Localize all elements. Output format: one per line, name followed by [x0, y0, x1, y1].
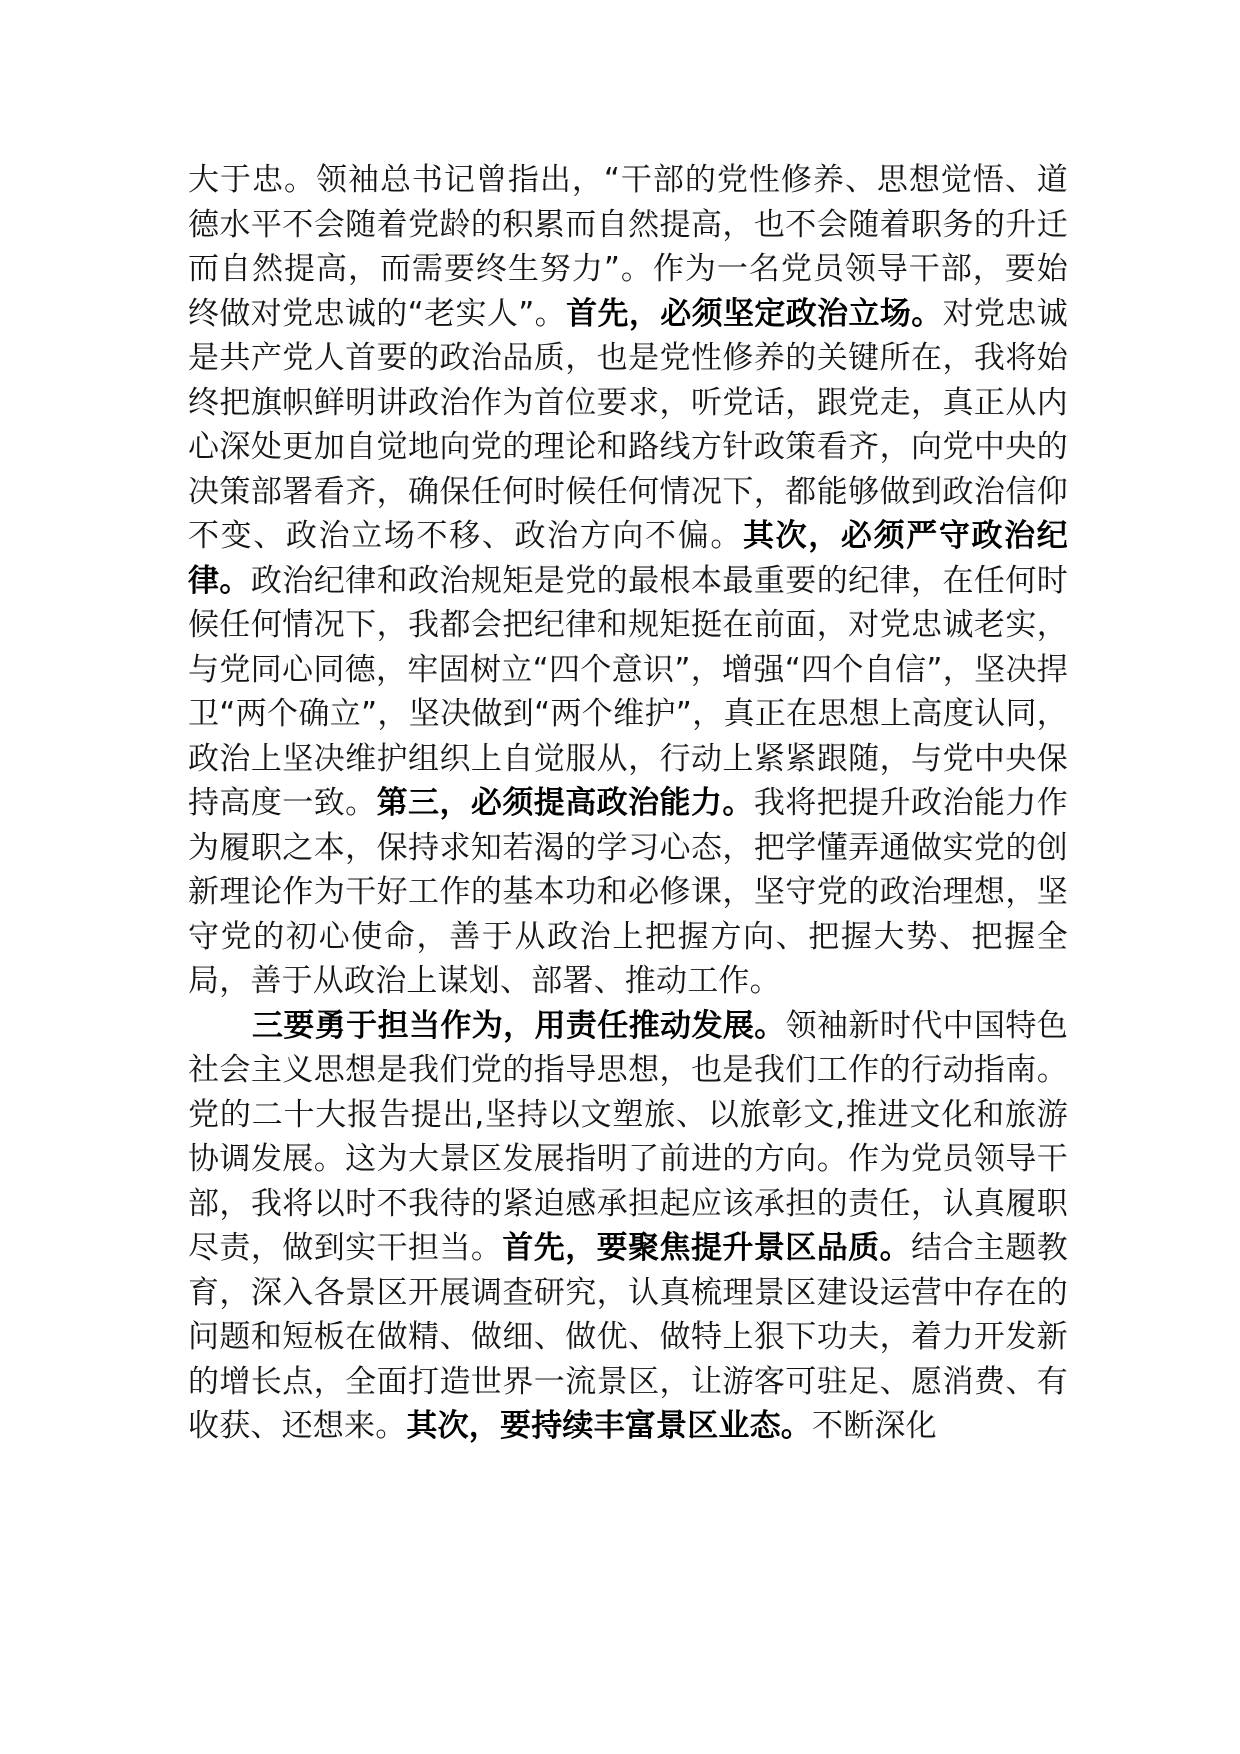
document-body — [188, 158, 1068, 1449]
text-run: 大于忠。领袖总书记曾指出，“干部的党性修养、思想觉悟、道德水平不会随着党龄的积累而自然提高，也不会随着职务的升迁而自然提高，而需要终生努力”。作为一名党员领导干部，要始终做对党忠诚的“老实人”。 — [188, 162, 1068, 332]
bold-heading-run: 其次，要持续丰富景区业态。 — [406, 1408, 813, 1444]
text-run: 结合主题教育，深入各景区开展调查研究，认真梳理景区建设运营中存在的问题和短板在做精、做细、做优、做特上狠下功夫，着力开发新的增长点，全面打造世界一流景区，让游客可驻足、愿消费、有收获、还想来。 — [188, 1230, 1069, 1444]
text-run: 不断深化 — [812, 1408, 937, 1444]
text-run: 领袖新时代中国特色社会主义思想是我们党的指导思想，也是我们工作的行动指南。党的二十大报告提出,坚持以文塑旅、以旅彰文,推进文化和旅游协调发展。这为大景区发展指明了前进的方向。作为党员领导干部，我将以时不我待的紧迫感承担起应该承担的责任，认真履职尽责，做到实干担当。 — [188, 1007, 1068, 1266]
paragraph-1 — [188, 158, 1068, 1004]
bold-heading-run: 首先，必须坚定政治立场。 — [566, 295, 943, 332]
bold-heading-run: 第三，必须提高政治能力。 — [376, 785, 754, 821]
bold-heading-run: 其次，必须严守政治纪律。 — [188, 518, 1068, 599]
text-run: 我将把提升政治能力作为履职之本，保持求知若渴的学习心态，把学懂弄通做实党的创新理论作为干好工作的基本功和必修课，坚守党的政治理想，坚守党的初心使命，善于从政治上把握方向、把握大势、把握全局，善于从政治上谋划、部署、推动工作。 — [188, 785, 1069, 999]
text-run: 政治纪律和政治规矩是党的最根本最重要的纪律，在任何时候任何情况下，我都会把纪律和规矩挺在前面，对党忠诚老实，与党同心同德，牢固树立“四个意识”，增强“四个自信”，坚决捍卫“两个确立”，坚决做到“两个维护”，真正在思想上高度认同，政治上坚决维护组织上自觉服从，行动上紧紧跟随，与党中央保持高度一致。 — [188, 562, 1068, 821]
bold-heading-run: 首先，要聚焦提升景区品质。 — [502, 1230, 912, 1266]
text-run: 对党忠诚是共产党人首要的政治品质，也是党性修养的关键所在，我将始终把旗帜鲜明讲政治作为首位要求，听党话，跟党走，真正从内心深处更加自觉地向党的理论和路线方针政策看齐，向党中央的决策部署看齐，确保任何时候任何情况下，都能够做到政治信仰不变、政治立场不移、政治方向不偏。 — [188, 295, 1068, 554]
bold-heading-run: 三要勇于担当作为，用责任推动发展。 — [252, 1007, 786, 1044]
paragraph-2 — [188, 1004, 1068, 1449]
